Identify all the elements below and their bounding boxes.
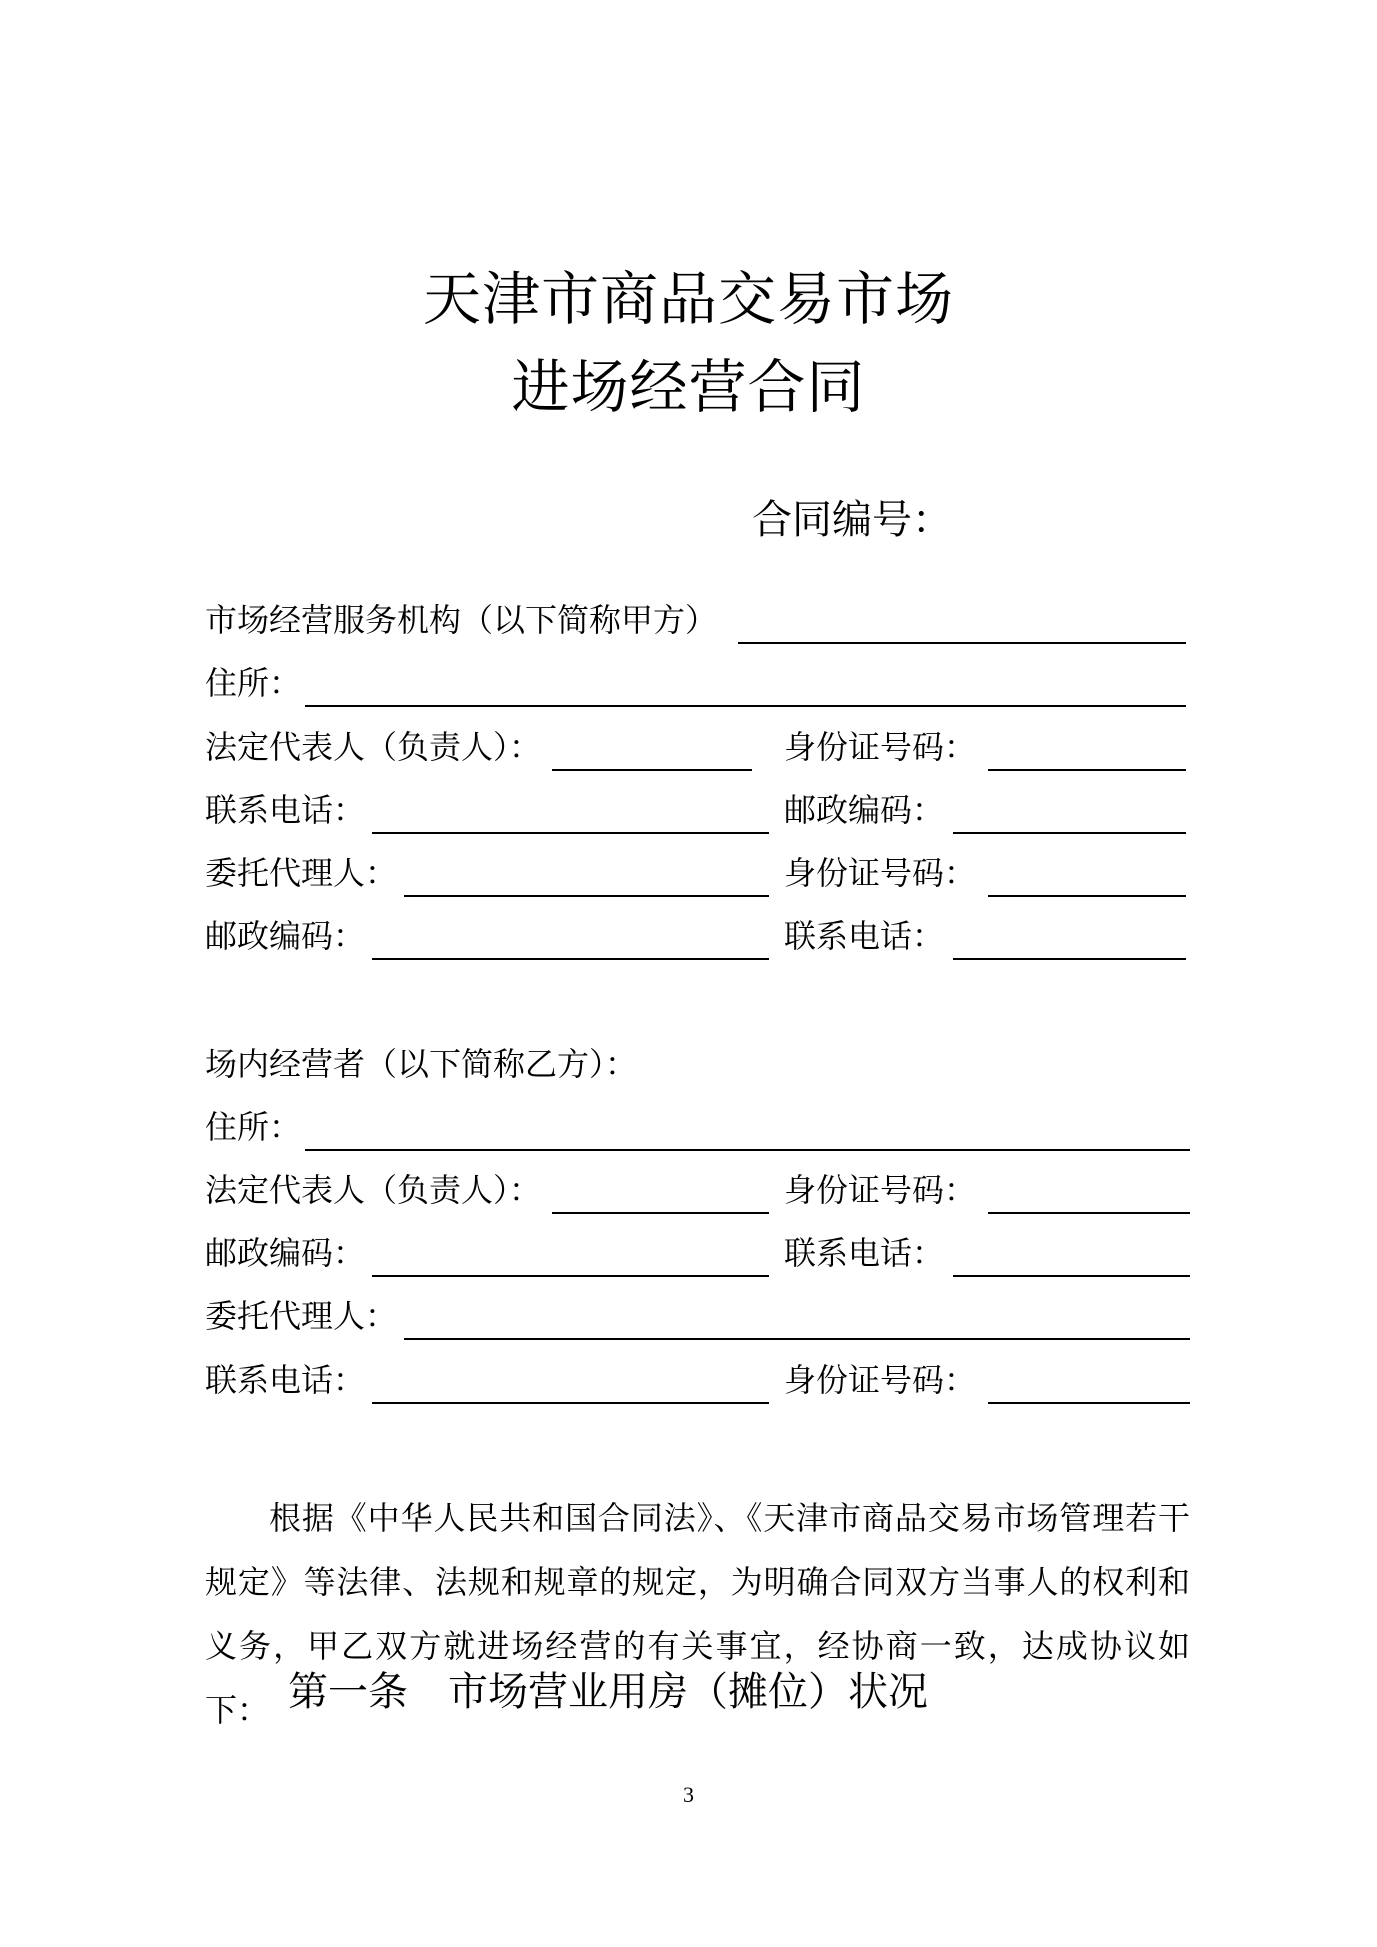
contract-number-label: 合同编号： <box>752 497 952 543</box>
party-a-phone-row <box>0 791 1377 842</box>
party-a-legal-rep-label: 法定代表人（负责人）： <box>205 728 542 766</box>
party-a-phone-label: 联系电话： <box>205 791 366 829</box>
party-a-agent-label: 委托代理人： <box>205 854 398 892</box>
title-line-1: 天津市商品交易市场 <box>422 265 954 333</box>
party-a-address-field[interactable] <box>305 705 1186 707</box>
preamble-text: 根据《中华人民共和国合同法》、《天津市商品交易市场管理若干规定》等法律、法规和规章的规定，为明确合同双方当事人的权利和义务，甲乙双方就进场经营的有关事宜，经协商一致，达成协议如下： <box>205 1499 1190 1729</box>
party-a-postcode-label: 邮政编码： <box>784 791 945 829</box>
party-b-phone-label: 联系电话： <box>784 1234 945 1272</box>
party-b-address-field[interactable] <box>305 1149 1190 1151</box>
party-b-agent-label: 委托代理人： <box>205 1297 398 1335</box>
party-a-id-label: 身份证号码： <box>784 728 977 766</box>
party-a-legal-rep-field[interactable] <box>552 769 752 771</box>
party-a-phone-label-2: 联系电话： <box>784 917 945 955</box>
party-b-phone-field[interactable] <box>953 1275 1190 1277</box>
party-b-phone-field-2[interactable] <box>372 1402 769 1404</box>
party-a-id-field[interactable] <box>988 769 1186 771</box>
party-b-agent-field[interactable] <box>404 1338 1190 1340</box>
party-a-postcode-field[interactable] <box>953 832 1186 834</box>
party-a-org-row <box>0 601 1377 652</box>
party-b-id-label: 身份证号码： <box>784 1171 977 1209</box>
party-b-agent-row <box>0 1297 1377 1348</box>
party-b-address-label: 住所： <box>205 1108 302 1146</box>
party-a-agent-field[interactable] <box>404 895 769 897</box>
party-a-legal-rep-row <box>0 728 1377 779</box>
party-b-legal-rep-field[interactable] <box>552 1212 769 1214</box>
party-b-heading: 场内经营者（以下简称乙方）： <box>205 1045 638 1083</box>
party-a-id-label-2: 身份证号码： <box>784 854 977 892</box>
party-b-postcode-label: 邮政编码： <box>205 1234 366 1272</box>
party-a-org-field[interactable] <box>738 642 1186 644</box>
party-a-postcode-field-2[interactable] <box>372 958 769 960</box>
party-b-id-field-2[interactable] <box>988 1402 1190 1404</box>
party-b-postcode-field[interactable] <box>372 1275 769 1277</box>
party-b-phone-label-2: 联系电话： <box>205 1361 366 1399</box>
party-a-id-field-2[interactable] <box>988 895 1186 897</box>
party-b-id-field[interactable] <box>988 1212 1190 1214</box>
article-1-heading: 第一条 市场营业用房（摊位）状况 <box>288 1669 928 1715</box>
party-a-phone-field-2[interactable] <box>953 958 1186 960</box>
party-a-agent-row <box>0 854 1377 905</box>
party-a-address-row <box>0 664 1377 715</box>
party-b-id-label-2: 身份证号码： <box>784 1361 977 1399</box>
page-number: 3 <box>683 1782 694 1807</box>
party-a-address-label: 住所： <box>205 664 302 702</box>
party-a-phone-field[interactable] <box>372 832 769 834</box>
party-b-heading-row <box>0 1045 1377 1096</box>
party-b-address-row <box>0 1108 1377 1159</box>
party-a-postcode-row <box>0 917 1377 968</box>
party-a-postcode-label-2: 邮政编码： <box>205 917 366 955</box>
party-b-legal-rep-row <box>0 1171 1377 1222</box>
party-b-legal-rep-label: 法定代表人（负责人）： <box>205 1171 542 1209</box>
party-a-org-label: 市场经营服务机构（以下简称甲方） <box>205 601 718 639</box>
party-b-postcode-row <box>0 1234 1377 1285</box>
party-b-phone-row <box>0 1361 1377 1412</box>
title-line-2: 进场经营合同 <box>511 353 866 421</box>
